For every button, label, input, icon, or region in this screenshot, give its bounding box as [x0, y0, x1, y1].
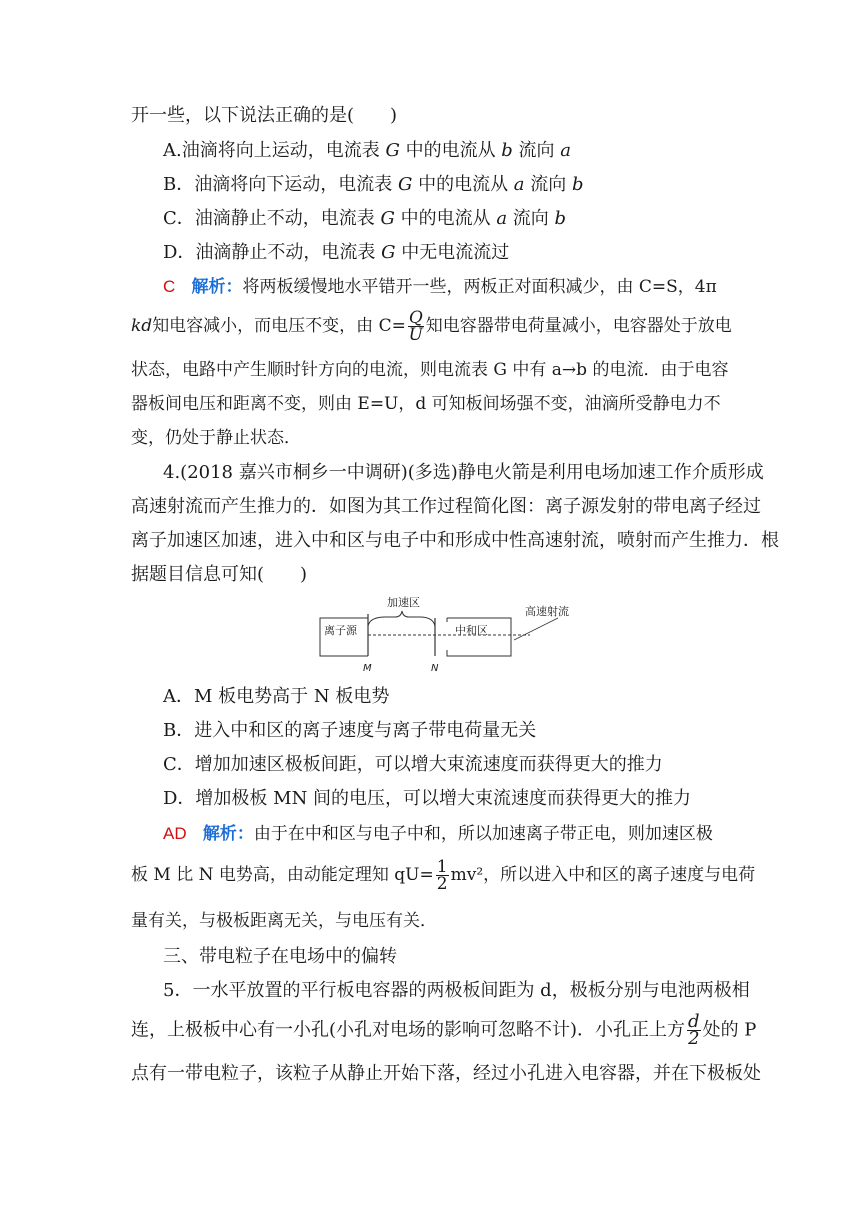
plate-n-label: N [431, 663, 439, 674]
q3-option-d: D．油滴静止不动，电流表 G 中无电流流过 [163, 242, 510, 263]
jet-label: 高速射流 [525, 605, 569, 618]
q4-analysis-line2: 板 M 比 N 电势高，由动能定理知 qU= $\frac{1}{2}$ mv²，所以进入中和区的离子速度与电荷 [131, 857, 756, 894]
q5-line2: 连，上极板中心有一小孔(小孔对电场的影响可忽略不计)．小孔正上方 $\frac{d}{2}$ 处的 P [131, 1011, 757, 1049]
accel-zone-label: 加速区 [387, 596, 420, 609]
neutral-zone-label: 中和区 [455, 624, 488, 637]
q4-option-c: C．增加加速区极板间距，可以增大束流速度而获得更大的推力 [163, 754, 663, 775]
q4-stem-line1: 4.(2018 嘉兴市桐乡一中调研)(多选)静电火箭是利用电场加速工作介质形成 [163, 462, 764, 483]
q4-stem-line2: 高速射流而产生推力的．如图为其工作过程简化图：离子源发射的带电离子经过 [131, 496, 761, 517]
ion-source-label: 离子源 [324, 624, 357, 637]
jet-leader [514, 618, 558, 640]
q3-analysis-line5: 变，仍处于静止状态． [131, 428, 301, 448]
q5-line3: 点有一带电粒子，该粒子从静止开始下落，经过小孔进入电容器，并在下极板处 [131, 1063, 761, 1084]
q4-analysis-label: 解析： [202, 824, 254, 843]
q4-analysis-line3: 量有关，与极板距离无关，与电压有关． [131, 911, 437, 931]
section-heading: 三、带电粒子在电场中的偏转 [163, 946, 397, 966]
q4-stem-line3: 离子加速区加速，进入中和区与电子中和形成中性高速射流，喷射而产生推力．根 [131, 530, 779, 551]
q4-option-d: D．增加极板 MN 间的电压，可以增大束流速度而获得更大的推力 [163, 788, 692, 809]
fraction-q-over-u: $\frac{Q}{U}$ [408, 308, 423, 345]
q4-option-b: B．进入中和区的离子速度与离子带电荷量无关 [163, 720, 537, 741]
q3-analysis-line4: 器板间电压和距离不变，则由 E=U，d 可知板间场强不变，油滴所受静电力不 [131, 394, 721, 414]
q4-analysis-line1: AD 解析：由于在中和区与电子中和，所以加速离子带正电，则加速区极 [163, 824, 713, 844]
q3-stem-tail: 开一些，以下说法正确的是( ) [131, 105, 398, 126]
rocket-diagram [310, 592, 610, 676]
accel-brace [368, 611, 435, 626]
q3-option-c: C．油滴静止不动，电流表 G 中的电流从 a 流向 b [163, 208, 567, 229]
q3-option-a: A.油滴将向上运动，电流表 G 中的电流从 b 流向 a [163, 140, 572, 161]
q4-stem-line4: 据题目信息可知( ) [131, 564, 308, 585]
q3-analysis-line2: kd知电容减小，而电压不变，由 C= $\frac{Q}{U}$ 知电容器带电荷量减小，电容器处于放电 [131, 308, 732, 345]
q3-analysis-line3: 状态，电路中产生顺时针方向的电流，则电流表 G 中有 a→b 的电流．由于电容 [131, 360, 729, 380]
q4-answer: AD [163, 824, 187, 843]
q4-option-a: A．M 板电势高于 N 板电势 [163, 686, 390, 707]
plate-m-label: M [363, 663, 372, 674]
fraction-d-over-2: $\frac{d}{2}$ [688, 1011, 700, 1049]
fraction-one-half: $\frac{1}{2}$ [436, 857, 448, 894]
q3-option-b: B．油滴将向下运动，电流表 G 中的电流从 a 流向 b [163, 174, 584, 195]
q3-analysis-line1: C 解析：将两板缓慢地水平错开一些，两板正对面积减少，由 C=S，4π [163, 277, 717, 297]
q5-line1: 5．一水平放置的平行板电容器的两极板间距为 d，极板分别与电池两极相 [163, 980, 750, 1001]
q3-analysis-label: 解析： [191, 277, 243, 296]
q3-answer: C [163, 277, 176, 296]
